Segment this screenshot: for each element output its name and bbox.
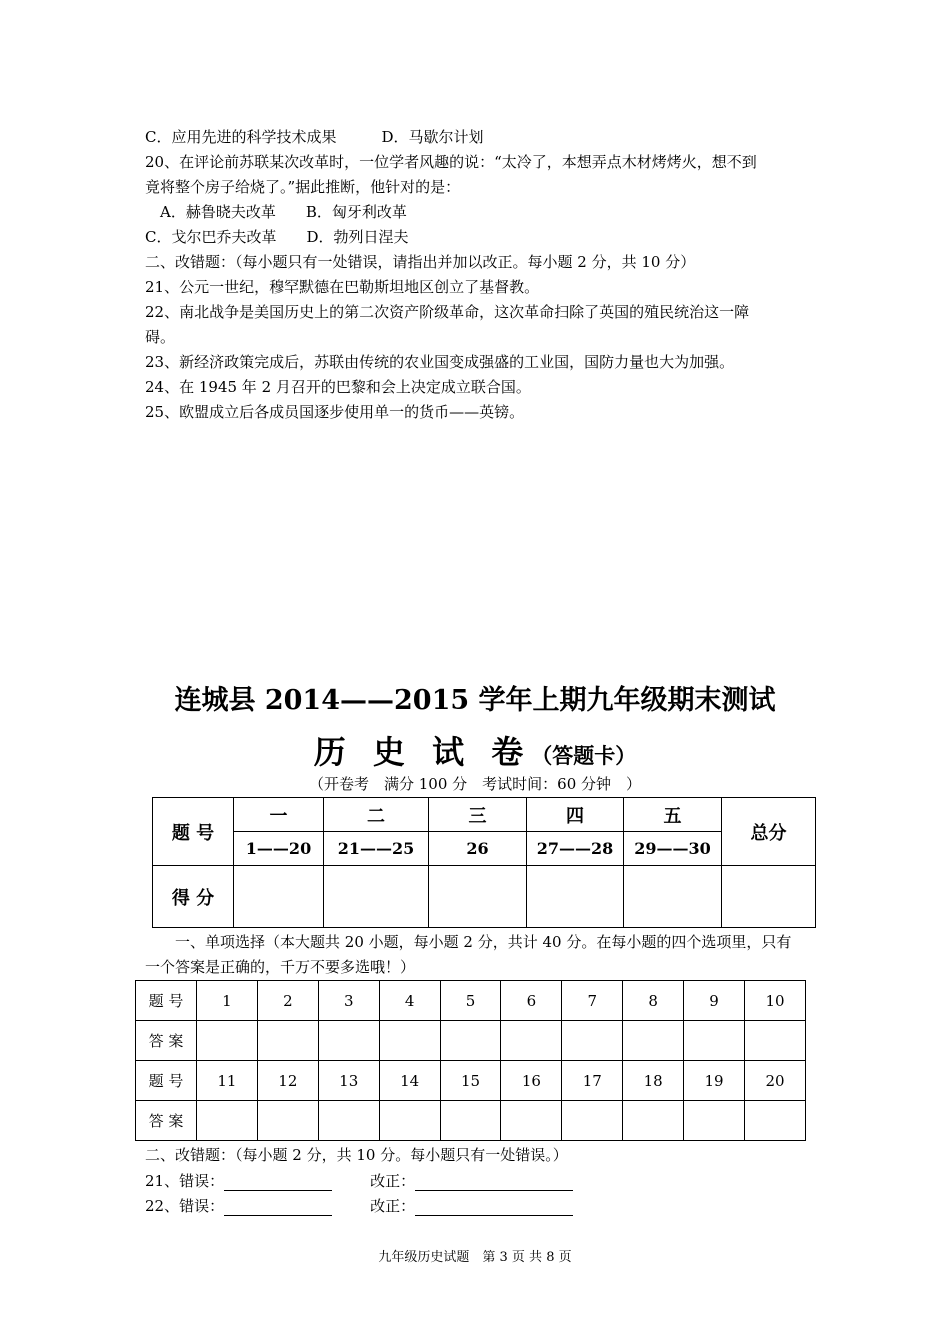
question-20-line1: 20、在评论前苏联某次改革时，一位学者风趣的说：“太冷了，本想弄点木材烤烤火，想不到: [145, 153, 757, 171]
answer-cell[interactable]: [684, 1101, 745, 1141]
option-line-c-d: C．应用先进的科学技术成果 D．马歇尔计划: [145, 128, 484, 146]
section-header-2: 二: [324, 798, 429, 832]
question-number: 18: [623, 1061, 684, 1101]
score-label: 得 分: [153, 866, 234, 928]
answer-cell[interactable]: [379, 1021, 440, 1061]
question-23: 23、新经济政策完成后，苏联由传统的农业国变成强盛的工业国，国防力量也大为加强。: [145, 353, 735, 371]
answer-label: 答 案: [136, 1021, 197, 1061]
question-20-options-cd: C．戈尔巴乔夫改革 D．勃列日涅夫: [145, 228, 409, 246]
question-number: 1: [197, 981, 258, 1021]
section-header-1: 一: [234, 798, 324, 832]
section-range-5: 29——30: [624, 832, 722, 866]
answer-cell[interactable]: [440, 1021, 501, 1061]
answer-cell[interactable]: [501, 1021, 562, 1061]
section-range-4: 27——28: [527, 832, 624, 866]
question-number: 9: [684, 981, 745, 1021]
question-number: 8: [623, 981, 684, 1021]
answer-cell[interactable]: [440, 1101, 501, 1141]
question-25: 25、欧盟成立后各成员国逐步使用单一的货币——英镑。: [145, 403, 525, 421]
page-footer: 九年级历史试题 第 3 页 共 8 页: [378, 1250, 572, 1265]
question-number: 6: [501, 981, 562, 1021]
answer-cell[interactable]: [318, 1101, 379, 1141]
answer-row: [136, 1101, 806, 1141]
answer-cell[interactable]: [623, 1101, 684, 1141]
section2-instructions: 二、改错题：（每小题只有一处错误，请指出并加以改正。每小题 2 分，共 10 分）: [145, 253, 696, 271]
section2-header: 二、改错题：（每小题 2 分，共 10 分。每小题只有一处错误。）: [145, 1146, 568, 1164]
question-number-row: [136, 1061, 806, 1101]
question-number-label: 题 号: [153, 798, 234, 866]
question-number: 3: [318, 981, 379, 1021]
exam-info: （开卷考 满分 100 分 考试时间：60 分钟 ）: [308, 775, 642, 793]
answer-cell[interactable]: [562, 1021, 623, 1061]
answer-cell[interactable]: [197, 1021, 258, 1061]
error-label-22: 22、错误：: [145, 1197, 225, 1215]
section-range-1: 1——20: [234, 832, 324, 866]
exam-title: 连城县 2014——2015 学年上期九年级期末测试: [174, 685, 776, 716]
answer-cell[interactable]: [562, 1101, 623, 1141]
question-number: 17: [562, 1061, 623, 1101]
question-number: 12: [257, 1061, 318, 1101]
question-number-label: 题 号: [136, 1061, 197, 1101]
total-score-label: 总分: [722, 798, 816, 866]
question-number-row: [136, 981, 806, 1021]
score-cell-3[interactable]: [429, 866, 527, 928]
section1-instructions-line1: 一、单项选择（本大题共 20 小题，每小题 2 分，共计 40 分。在每小题的四个选项里，只有: [145, 933, 792, 951]
score-cell-1[interactable]: [234, 866, 324, 928]
question-number: 5: [440, 981, 501, 1021]
answer-row: [136, 1021, 806, 1061]
question-number: 14: [379, 1061, 440, 1101]
fix-blank-21[interactable]: [415, 1174, 573, 1191]
answer-cell[interactable]: [623, 1021, 684, 1061]
correction-row-21: [145, 1171, 573, 1191]
question-number: 10: [745, 981, 806, 1021]
score-cell-5[interactable]: [624, 866, 722, 928]
question-number: 7: [562, 981, 623, 1021]
score-table: [152, 797, 816, 928]
question-22-line2: 碍。: [145, 328, 176, 346]
score-cell-4[interactable]: [527, 866, 624, 928]
fix-label-22: 改正：: [370, 1197, 416, 1215]
question-number: 11: [197, 1061, 258, 1101]
answer-cell[interactable]: [257, 1021, 318, 1061]
question-number-label: 题 号: [136, 981, 197, 1021]
question-number: 16: [501, 1061, 562, 1101]
question-number: 15: [440, 1061, 501, 1101]
question-number: 20: [745, 1061, 806, 1101]
score-cell-2[interactable]: [324, 866, 429, 928]
question-number: 4: [379, 981, 440, 1021]
section-header-4: 四: [527, 798, 624, 832]
question-22-line1: 22、南北战争是美国历史上的第二次资产阶级革命，这次革命扫除了英国的殖民统治这一障: [145, 303, 750, 321]
question-21: 21、公元一世纪，穆罕默德在巴勒斯坦地区创立了基督教。: [145, 278, 540, 296]
question-number: 13: [318, 1061, 379, 1101]
answer-cell[interactable]: [684, 1021, 745, 1061]
section-header-5: 五: [624, 798, 722, 832]
subject-name: 历 史 试 卷: [313, 733, 532, 771]
error-blank-21[interactable]: [224, 1174, 332, 1191]
correction-row-22: [145, 1196, 573, 1216]
answer-label: 答 案: [136, 1101, 197, 1141]
subject-title: [0, 727, 950, 773]
question-number: 2: [257, 981, 318, 1021]
fix-blank-22[interactable]: [415, 1199, 573, 1216]
score-cell-total[interactable]: [722, 866, 816, 928]
answer-cell[interactable]: [318, 1021, 379, 1061]
answer-grid: [135, 980, 806, 1141]
section-range-2: 21——25: [324, 832, 429, 866]
question-24: 24、在 1945 年 2 月召开的巴黎和会上决定成立联合国。: [145, 378, 531, 396]
answer-cell[interactable]: [501, 1101, 562, 1141]
answer-cell[interactable]: [745, 1021, 806, 1061]
section-range-3: 26: [429, 832, 527, 866]
answer-cell[interactable]: [745, 1101, 806, 1141]
error-blank-22[interactable]: [224, 1199, 332, 1216]
question-number: 19: [684, 1061, 745, 1101]
section-header-3: 三: [429, 798, 527, 832]
error-label-21: 21、错误：: [145, 1172, 225, 1190]
question-20-line2: 竟将整个房子给烧了。”据此推断，他针对的是：: [145, 178, 461, 196]
answer-cell[interactable]: [379, 1101, 440, 1141]
section1-instructions-line2: 一个答案是正确的，千万不要多选哦！）: [145, 958, 416, 976]
subject-note: （答题卡）: [531, 743, 637, 768]
fix-label-21: 改正：: [370, 1172, 416, 1190]
question-20-options-ab: A．赫鲁晓夫改革 B．匈牙利改革: [145, 203, 407, 221]
answer-cell[interactable]: [197, 1101, 258, 1141]
answer-cell[interactable]: [257, 1101, 318, 1141]
